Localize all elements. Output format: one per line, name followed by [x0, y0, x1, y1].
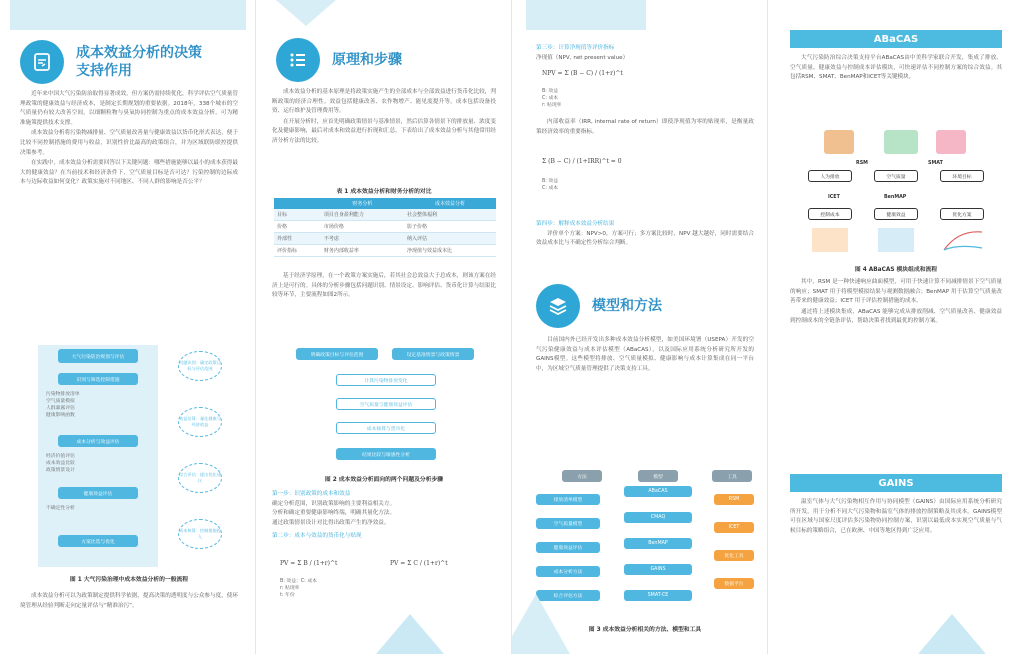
- tool-box: 数据平台: [714, 578, 754, 589]
- flow-item: 经济价值评估: [46, 454, 75, 459]
- flow-box: 明确政策目标与评估范围: [296, 348, 378, 360]
- table-row: [274, 233, 496, 245]
- irr-text: [536, 118, 754, 138]
- table-header: 财务分析: [321, 198, 404, 209]
- flow-box: 空气质量与健康效益评估: [336, 398, 436, 410]
- table-cell: 目标: [274, 209, 321, 221]
- tool-box: 优化工具: [714, 550, 754, 561]
- note: B: 效益: [542, 89, 559, 94]
- flow-box: 空气质量: [874, 170, 918, 182]
- section-header: [536, 284, 662, 328]
- flow-box: 健康效益: [874, 208, 918, 220]
- table-cell: 影子价格: [404, 221, 496, 233]
- column-head: 方法: [562, 470, 602, 482]
- step-title: 第二步：成本与效益的货币化与贴现: [272, 533, 362, 540]
- intro-text: [272, 88, 496, 148]
- paragraph: 在开展分析时，应首先明确政策情景与基准情景，然后估算各情景下的排放量、浓度变化及健康影响，最后对成本和效益进行折现和汇总。下表给出了成本效益分析与其他常用经济分析方法的比较。: [272, 118, 496, 144]
- step-3: [536, 44, 754, 63]
- module-label: ICET: [828, 195, 840, 200]
- method-box: 综合评估方法: [536, 590, 600, 601]
- decor-triangle: [918, 614, 986, 654]
- step-title: 第一步：识别政策的成本和效益: [272, 491, 351, 497]
- table-cell: 纳入评估: [404, 233, 496, 245]
- top-band: [526, 0, 646, 30]
- figure-3-caption: 图 3 成本效益分析相关的方法、模型和工具: [588, 627, 702, 633]
- npv-formula: NPV = Σ (B − C) / (1+r)^t: [542, 70, 623, 77]
- flow-item: 空气质量模拟: [46, 399, 75, 404]
- paragraph: 评价单个方案：NPV>0，方案可行；多方案比较时，NPV 越大越好，同时需要结合效益成本比与不确定性分析综合判断。: [536, 230, 754, 247]
- abacas-detail-text: [790, 278, 1002, 328]
- note: C: 成本: [542, 96, 559, 101]
- section-header: [20, 40, 202, 84]
- table-cell: 市场价格: [321, 221, 404, 233]
- page-title-line1: 成本效益分析的决策: [76, 45, 202, 61]
- model-box: CMAQ: [624, 512, 692, 523]
- section-title: 模型和方法: [592, 298, 662, 314]
- callout-bubble: 综合评估：提出优化建议: [178, 463, 222, 493]
- flow-item: 人群暴露评估: [46, 406, 75, 411]
- flow-items: [46, 505, 151, 512]
- table-header: 成本效益分析: [404, 198, 496, 209]
- note: B: 效益: [542, 179, 559, 184]
- tool-box: RSM: [714, 494, 754, 505]
- callout-bubble: 问题识别：确定政策目标与评估范围: [178, 351, 222, 381]
- mini-charts: [808, 226, 988, 256]
- step-title: 第四步：解释成本效益分析结果: [536, 221, 615, 227]
- callout-bubble: 成本核算：控制措施投入: [178, 519, 222, 549]
- flow-box: 成本核算与货币化: [336, 422, 436, 434]
- module-label: SMAT: [928, 161, 943, 166]
- paragraph: 成本效益分析将污染物减排量、空气质量改善量与健康效益以货币化形式表达，便于比较不同控制措施的费用与收益，识别性价比最高的政策组合，并为区域联防联控提供决策参考。: [20, 130, 238, 156]
- model-box: GAINS: [624, 564, 692, 575]
- abacas-text: [790, 54, 1002, 84]
- page-1: [0, 0, 256, 654]
- decor-triangle: [376, 614, 444, 654]
- table-1-caption: 表 1 成本效益分析和财务分析的对比: [336, 189, 432, 195]
- decor-triangle: [512, 594, 570, 654]
- page-3: [512, 0, 768, 654]
- flow-box: 优化方案: [940, 208, 984, 220]
- model-box: SMAT-CE: [624, 590, 692, 601]
- intro-text: [20, 90, 238, 189]
- closing-text: [20, 592, 238, 612]
- paragraph: 内部收益率（IRR, internal rate of return）即使净现值为零的贴现率，是衡量政策经济效率的重要指标。: [536, 119, 754, 135]
- table-row: [274, 209, 496, 221]
- step-title: 第三步：计算净现值等评价指标: [536, 45, 615, 51]
- comparison-table: [274, 198, 496, 257]
- page-2: [256, 0, 512, 654]
- flow-items: [46, 391, 151, 419]
- decor-triangle: [276, 0, 336, 26]
- paragraph: 在实践中，成本效益分析需要回答以下关键问题：哪些措施能够以最小的成本获得最大的健康效益？在当前技术和经济条件下，空气质量目标是否可达？污染控制的边际成本与边际收益如何变化？政策实施对不同地区、不同人群的影响是否公平？: [20, 160, 238, 186]
- method-box: 排放清单模型: [536, 494, 600, 505]
- figure-1: [28, 345, 228, 567]
- figure-4: [808, 130, 988, 258]
- note: C: 成本: [542, 186, 559, 191]
- flow-box: 健康效益评估: [58, 487, 138, 499]
- emission-map-image: [824, 130, 854, 154]
- flow-box: 大气污染防治规划与评估: [58, 349, 138, 363]
- callout-bubble: 效益估算：量化健康与经济收益: [178, 407, 222, 437]
- flow-box: 成本分析与效益评估: [58, 435, 138, 447]
- paragraph: 近年来中国大气污染防治取得显著成效，但方案仍需持续优化，科学评估空气质量管理政策的健康效益与经济成本，是制定长期规划的重要依据。2018年，338个城市的空气质量仍有较大改善空间，以细颗粒物与臭氧协同控制为重点的成本效益分析，可为精准施策提供技术支撑。: [20, 91, 238, 126]
- table-cell: 社会整体福利: [404, 209, 496, 221]
- page-title-line2: 支持作用: [76, 63, 132, 79]
- flow-box: 设定基准情景与政策情景: [392, 348, 474, 360]
- flow-box: 方案比选与优化: [58, 535, 138, 547]
- table-cell: 评价指标: [274, 245, 321, 257]
- note: r: 贴现率: [280, 586, 300, 591]
- table-cell: 价格: [274, 221, 321, 233]
- list-item: 确定分析范围，识别政策影响的主要利益相关方。: [272, 500, 396, 507]
- table-cell: 财务内部收益率: [321, 245, 404, 257]
- flow-item: 不确定性分析: [46, 506, 75, 511]
- section-title-bar: ABaCAS: [790, 30, 1002, 48]
- note: r: 贴现率: [542, 103, 562, 108]
- gains-text: [790, 498, 1002, 537]
- model-box: ABaCAS: [624, 486, 692, 497]
- flow-box: 结果比较与敏感性分析: [336, 448, 436, 460]
- method-text: [272, 272, 496, 302]
- paragraph: 其中，RSM 是一种快速响应曲面模型，可用于快速计算不同减排情景下空气质量的响应；SMAT 用于将模型模拟结果与观测数据融合；BenMAP 用于估算空气质量改善带来的健康效益；ICET 用于评估控制措施的成本。: [790, 279, 1002, 305]
- target-map-image: [936, 130, 966, 154]
- irr-formula: Σ (B − C) / (1+IRR)^t = 0: [542, 158, 622, 165]
- irr-notes: [542, 178, 558, 192]
- module-label: RSM: [856, 161, 868, 166]
- section-header: [276, 38, 402, 82]
- step-4: [536, 220, 754, 250]
- npv-label: 净现值（NPV, net present value）: [536, 54, 629, 61]
- model-box: BenMAP: [624, 538, 692, 549]
- flow-item: 成本效益比较: [46, 461, 75, 466]
- method-box: 健康效益评估: [536, 542, 600, 553]
- paragraph: 通过将上述模块集成，ABaCAS 能够完成从排放削减、空气质量改善、健康效益到控制成本的全链条评估，帮助决策者找到最优的控制方案。: [790, 308, 1002, 325]
- list-icon: [276, 38, 320, 82]
- flow-box: 控制成本: [808, 208, 852, 220]
- top-band: [10, 0, 246, 30]
- table-cell: 外部性: [274, 233, 321, 245]
- list-item: 通过政策情景设计对比得出政策产生的净效益。: [272, 519, 390, 526]
- flow-box: 环境目标: [940, 170, 984, 182]
- layers-icon: [536, 284, 580, 328]
- figure-1-caption: 图 1 大气污染治理中成本效益分析的一般流程: [69, 577, 189, 583]
- model-text: [536, 336, 754, 375]
- figure-2-caption: 图 2 成本效益分析面向的两个问题及分析步骤: [324, 477, 444, 483]
- table-cell: 净现值与效益成本比: [404, 245, 496, 257]
- table-row: [274, 245, 496, 257]
- method-box: 成本分析方法: [536, 566, 600, 577]
- formula-notes: [280, 578, 317, 599]
- table-header: [274, 198, 321, 209]
- module-label: BenMAP: [884, 195, 907, 200]
- step-1: [272, 490, 496, 542]
- method-box: 空气质量模型: [536, 518, 600, 529]
- note: t: 年份: [280, 593, 295, 598]
- page-title: 原理和步骤: [332, 52, 402, 68]
- formula-cost: PV = Σ C / (1+r)^t: [390, 560, 448, 567]
- flow-items: [46, 453, 151, 474]
- formula-benefit: PV = Σ B / (1+r)^t: [280, 560, 338, 567]
- paragraph: 大气污染防治综合决策支持平台ABaCAS由中美科学家联合开发，集成了排放、空气质量、健康效益与控制成本评估模块，可快速评估不同控制方案的综合效益。其包括RSM、SMAT、BenMAP和ICET等关键模块。: [790, 55, 1002, 81]
- flow-item: 污染物排放清单: [46, 392, 80, 397]
- paragraph: 目前国内外已经开发出多种成本效益分析模型，如美国环境署（USEPA）开发的空气污染健康效益与成本评估模型（ABaCAS），以及国际应用系统分析研究所开发的GAINS模型。这些模型将排放、空气质量模拟、健康影响与成本计算集成在同一平台中，为区域空气质量管理提供了决策支持工具。: [536, 337, 754, 372]
- flow-box: 人为排放: [808, 170, 852, 182]
- list-item: 分析和确定重要健康影响终端，明确其量化方法。: [272, 510, 396, 517]
- tool-box: ICET: [714, 522, 754, 533]
- figure-4-caption: 图 4 ABaCAS 模块组成和流程: [854, 267, 938, 273]
- table-cell: 不考虑: [321, 233, 404, 245]
- paragraph: 成本效益分析可以为政策制定提供科学依据，提高决策的透明度与公众参与度，使环境管理从经验判断走向定量评估与“精准治污”。: [20, 593, 238, 609]
- flow-box: 识别与筛选控制措施: [58, 373, 138, 385]
- column-head: 模型: [638, 470, 678, 482]
- figure-2: [296, 348, 476, 466]
- flow-item: 政策情景设计: [46, 468, 75, 473]
- note: B: 效益；C: 成本: [280, 579, 317, 584]
- air-quality-map-image: [884, 130, 918, 154]
- document-icon: [20, 40, 64, 84]
- paragraph: 成本效益分析的基本原理是将政策实施产生的全部成本与全部效益进行货币化比较，判断政策的经济合理性。效益包括健康改善、农作物增产、能见度提升等，成本包括设备投资、运行维护及管理费用等。: [272, 89, 496, 115]
- column-head: 工具: [712, 470, 752, 482]
- page-4: [768, 0, 1024, 654]
- paragraph: 温室气体与大气污染物相互作用与协同模型（GAINS）由国际应用系统分析研究所开发，用于分析不同大气污染物和温室气体的排放控制策略及其成本。GAINS模型可在区域与国家尺度评估多污染物协同控制方案，识别以最低成本实现空气质量与气候目标的策略组合，已在欧洲、中国等地区得到广泛应用。: [790, 499, 1002, 534]
- paragraph: 基于经济学原理，在一个政策方案实施后，若其社会总效益大于总成本，则该方案在经济上是可行的。具体的分析步骤包括问题识别、情景设定、影响评估、货币化计算与结果比较等环节，主要流程如图2所示。: [272, 273, 496, 299]
- section-title-bar: GAINS: [790, 474, 1002, 492]
- table-row: [274, 221, 496, 233]
- table-cell: 项目自身盈利能力: [321, 209, 404, 221]
- npv-notes: [542, 88, 561, 109]
- flow-item: 健康影响函数: [46, 413, 75, 418]
- flow-box: 计算污染物排放变化: [336, 374, 436, 386]
